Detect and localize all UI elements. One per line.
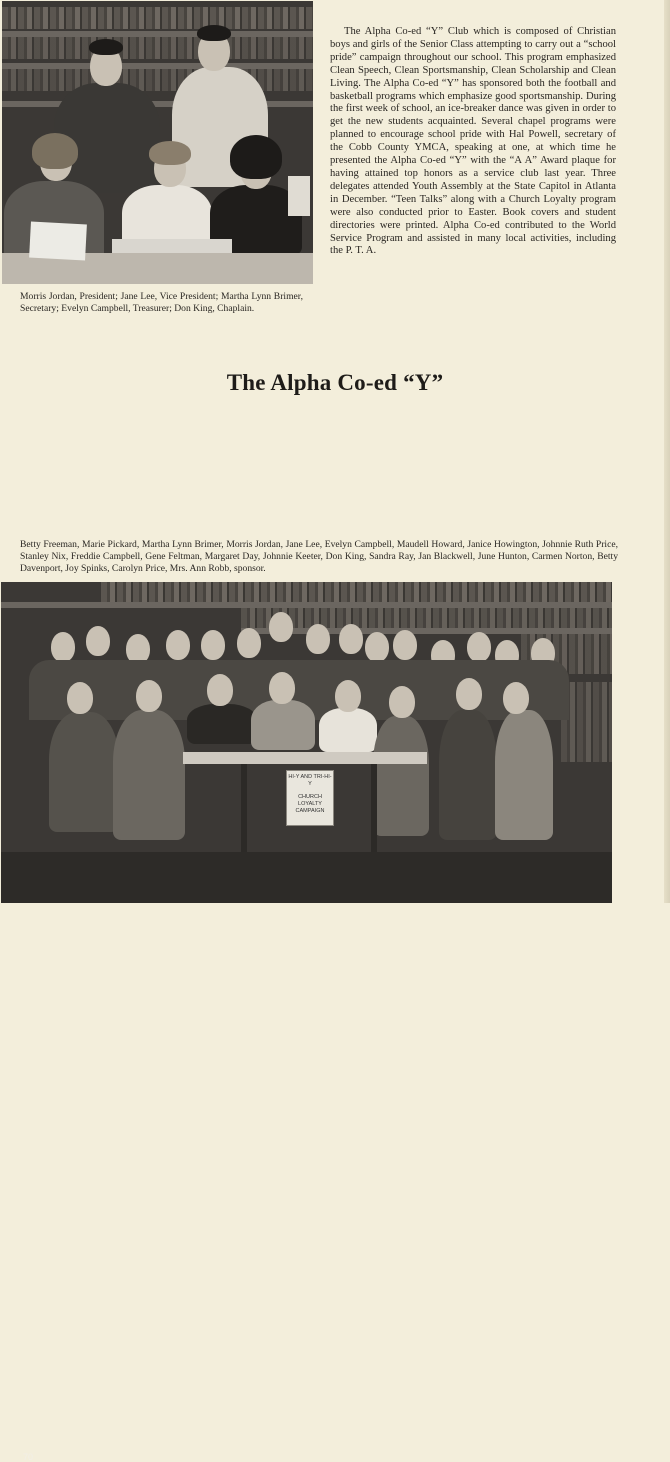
church-loyalty-sign: [286, 770, 334, 826]
page-number: 70: [23, 1452, 34, 1462]
sign-line-3: CAMPAIGN: [295, 808, 325, 814]
page-edge: [664, 0, 670, 903]
sign-line-1: HI-Y AND TRI-HI-Y: [288, 774, 332, 787]
page-title: The Alpha Co-ed “Y”: [226, 370, 444, 395]
officers-photo: [2, 1, 313, 284]
officers-caption: Morris Jordan, President; Jane Lee, Vice President; Martha Lynn Brimer, Secretary; Evelyn Campbell, Treasurer; Don King, Chaplain.: [20, 291, 303, 314]
sign-line-2: CHURCH LOYALTY: [298, 794, 322, 807]
article-text: The Alpha Co-ed “Y” Club which is composed of Christian boys and girls of the Senior Class attempting to carry out a “school pride” campaign throughout our school. This program emphasized Clean Speech, Clean Sportsmanship, Clean Scholarship and Clean Living. The Alpha Co-ed “Y” has sponsored both the football and basketball programs which emphasize good sportsmanship. During the first week of school, an ice-breaker dance was given in order to get the new students acquainted. Several chapel programs were planned to encourage school pride with Hal Powell, secretary of the Cobb County YMCA, speaking at one, at which time he presented the Alpha Co-ed “Y” with the “A A” Award plaque for having attained top honors as a service club last year. Three delegates attended Youth Assembly at the State Capitol in Atlanta in December. “Teen Talks” along with a Church Loyalty program were also conducted prior to Easter. Book covers and student directories were printed. Alpha Co-ed contributed to the World Service Program and assisted in many local activities, including the P. T. A.: [330, 26, 616, 257]
group-photo: [1, 582, 612, 1462]
members-caption: Betty Freeman, Marie Pickard, Martha Lynn Brimer, Morris Jordan, Jane Lee, Evelyn Campbell, Maudell Howard, Janice Howington, Johnnie Ruth Price, Stanley Nix, Freddie Campbell, Gene Feltman, Margaret Day, Johnnie Keeter, Don King, Sandra Ray, Jan Blackwell, June Hunton, Carmen Norton, Betty Davenport, Joy Spinks, Carolyn Price, Mrs. Ann Robb, sponsor.: [20, 539, 618, 574]
